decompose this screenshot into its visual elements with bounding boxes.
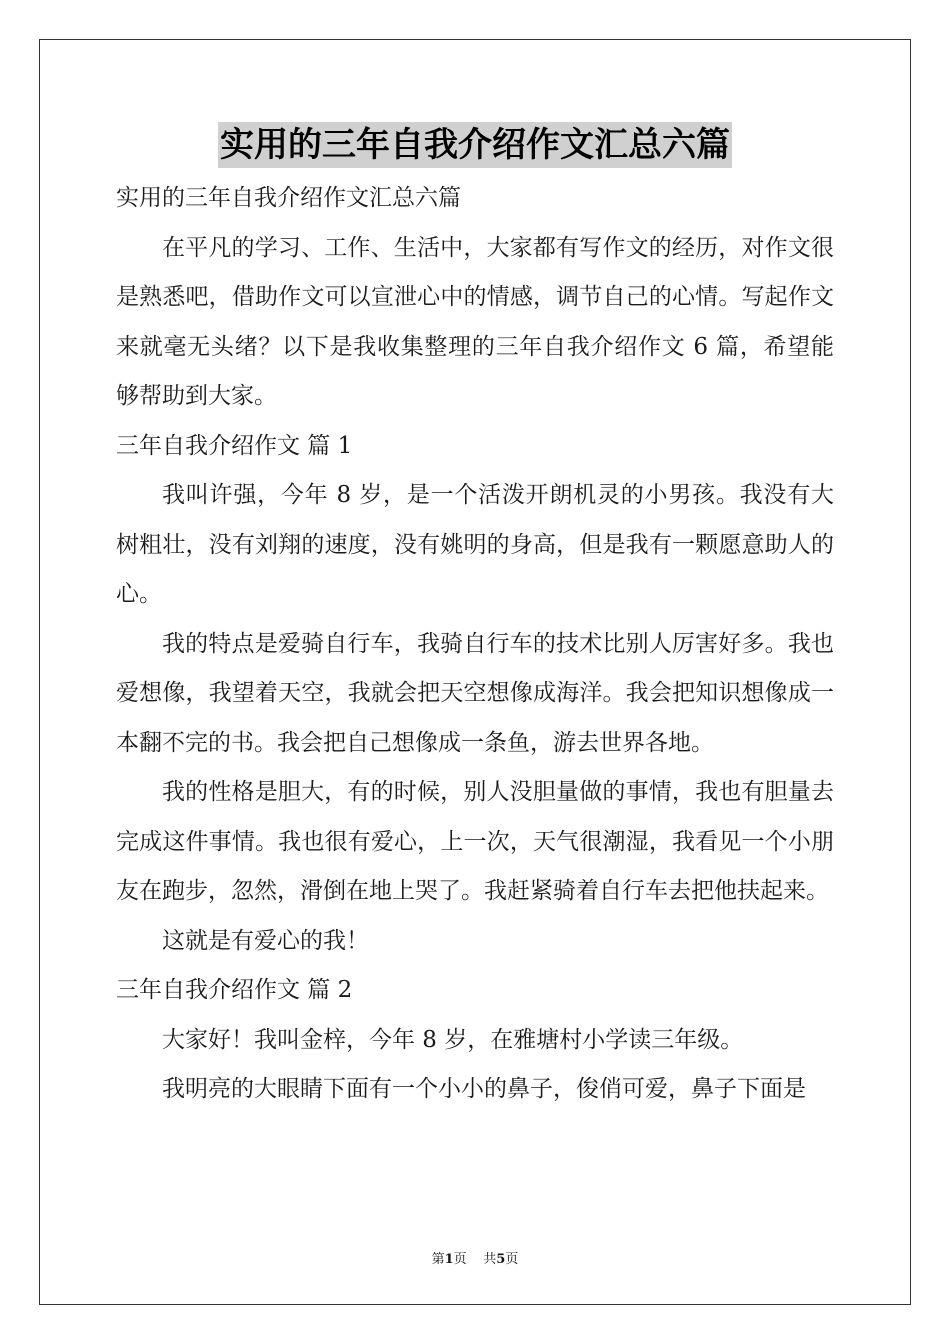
document-title: 实用的三年自我介绍作文汇总六篇 [218,122,732,168]
total-pages-number: 5 [496,1252,506,1267]
current-page-number: 1 [444,1252,454,1267]
page-footer [0,1248,950,1267]
paragraph: 我明亮的大眼睛下面有一个小小的鼻子，俊俏可爱，鼻子下面是 [162,1076,806,1102]
page-prefix: 第 [431,1252,445,1267]
document-body [116,174,834,1115]
page-suffix: 页 [453,1252,467,1267]
paragraph: 我叫许强，今年 8 岁，是一个活泼开朗机灵的小男孩。我没有大树粗壮，没有刘翔的速度，没有姚明的身高，但是我有一颗愿意助人的心。 [116,482,834,607]
paragraph: 我的特点是爱骑自行车，我骑自行车的技术比别人厉害好多。我也爱想像，我望着天空，我就会把天空想像成海洋。我会把知识想像成一本翻不完的书。我会把自己想像成一条鱼，游去世界各地。 [116,630,834,756]
section-heading: 三年自我介绍作文 篇 1 [116,432,353,459]
paragraph: 在平凡的学习、工作、生活中，大家都有写作文的经历，对作文很是熟悉吧，借助作文可以宣泄心中的情感，调节自己的心情。写起作文来就毫无头绪？以下是我收集整理的三年自我介绍作文 6 篇，希望能够帮助到大家。 [116,234,834,409]
paragraph: 这就是有爱心的我！ [162,927,369,954]
paragraph: 大家好！我叫金梓，今年 8 岁，在雅塘村小学读三年级。 [162,1026,744,1053]
total-prefix: 共 [483,1252,497,1267]
title-container [0,122,950,168]
section-heading: 三年自我介绍作文 篇 2 [116,977,353,1003]
total-suffix: 页 [505,1252,519,1267]
paragraph: 我的性格是胆大，有的时候，别人没胆量做的事情，我也有胆量去完成这件事情。我也很有爱心，上一次，天气很潮湿，我看见一个小朋友在跑步，忽然，滑倒在地上哭了。我赶紧骑着自行车去把他扶起来。 [116,779,834,904]
paragraph: 实用的三年自我介绍作文汇总六篇 [116,185,461,211]
